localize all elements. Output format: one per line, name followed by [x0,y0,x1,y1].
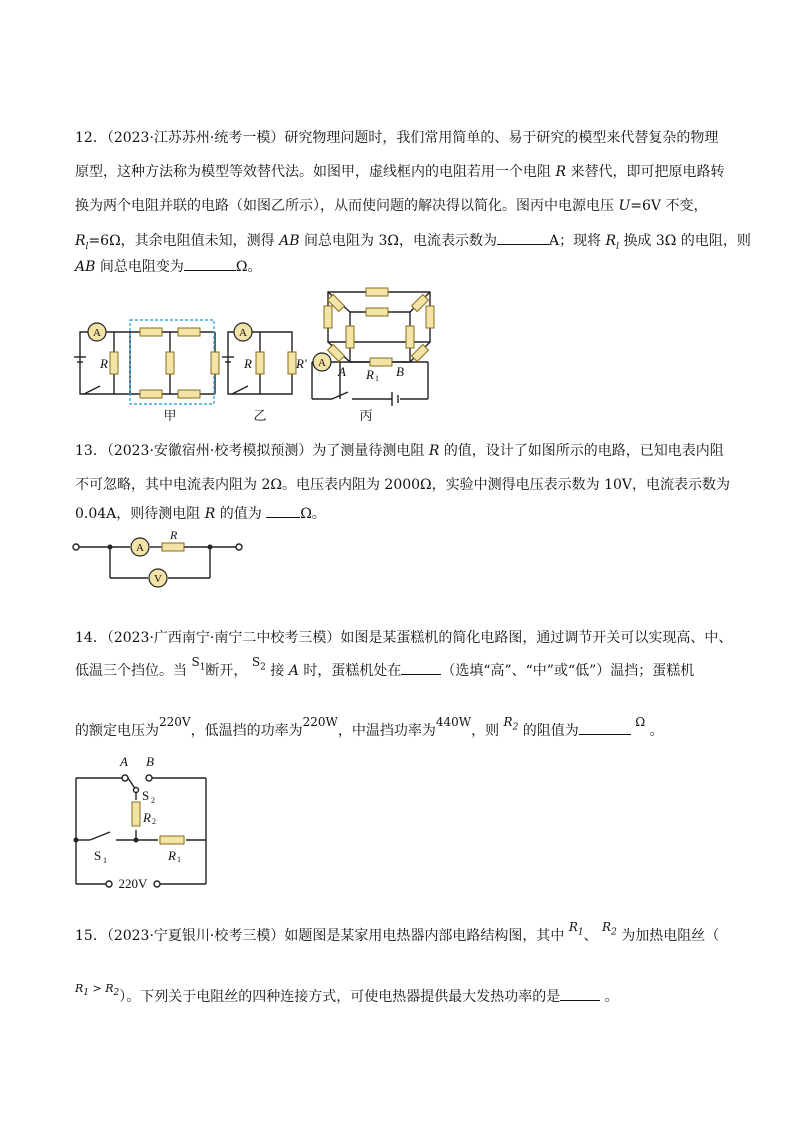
q14-text-3e: 的阻值为 [522,723,579,739]
q12-text-3b: =6V 不变， [630,198,708,214]
q13-line-2 [75,475,730,495]
q13-source: （2023·安徽宿州·校考模拟预测） [106,443,313,459]
q14-text-2c: 接 [270,663,285,679]
q14-answer-blank-1[interactable] [401,660,441,675]
q12-label-R1: R [366,367,374,382]
q12-text-3: 换为两个电阻并联的电路（如图乙所示），从而使问题的解决得以简化。图丙中电源电压 [75,198,614,214]
q13-line-1 [75,441,724,461]
q15-var-R1-b-sub: 1 [83,988,90,999]
q14-var-S1-sub: 1 [199,662,206,673]
q12-source: （2023·江苏苏州·统考一模） [106,130,285,146]
q12-label-A: A [338,364,346,379]
q12-var-R: R [555,164,566,180]
q12-text-4d: 换成 3Ω 的电阻，则 [623,233,751,249]
q12-var-AB-2: AB [75,259,96,275]
q12-var-U: U [618,198,631,214]
q15-answer-blank[interactable] [560,986,600,1001]
q15-source: （2023·宁夏银川·校考三模） [106,928,285,944]
q13-line-3 [75,503,326,524]
q15-var-R1: R [568,920,578,934]
q14-text-2a: 低温三个挡位。当 [75,663,187,679]
q14-var-A: A [288,663,299,679]
q14-value-220W: 220W [302,715,338,729]
q15-var-R1-sub: 1 [577,927,584,938]
q12-caption-jia: 甲 [163,408,177,423]
q12-ammeter-yi-label: A [239,327,247,339]
q15-var-R2: R [602,920,612,934]
q14-label-220V: 220V [118,876,148,890]
q12-var-R1b: R [605,233,617,249]
q13-text-3a: 0.04A，则待测电阻 [75,506,201,522]
q13-answer-blank[interactable] [266,503,300,518]
q14-answer-blank-2[interactable] [579,720,631,735]
q12-answer-blank-1[interactable] [497,230,549,245]
q12-label-B: B [396,364,404,379]
q13-voltmeter-label: V [154,573,162,585]
q13-text-1: 为了测量待测电阻 [312,443,425,459]
q12-number: 12． [75,130,107,146]
q14-number: 14． [75,630,107,646]
q12-ammeter-jia-label: A [93,327,101,339]
q15-number: 15． [75,928,107,944]
q12-label-R-jia: R [100,356,108,371]
q15-gt: > [89,982,106,995]
q12-line-1 [75,128,718,148]
q14-text-2b: 断开， [205,663,248,679]
q14-text-3b: ，低温挡的功率为 [190,723,303,739]
q12-caption-yi: 乙 [253,408,267,423]
q14-var-R2-sub: 2 [512,722,519,733]
q15-text-1b: 为加热电阻丝（ [621,928,720,944]
q13-text-1b: 的值，设计了如图所示的电路，已知电表内阻 [443,443,724,459]
q13-ammeter-label: A [136,542,144,554]
q14-unit-ohm: Ω [635,715,646,729]
q14-label-S1: S [94,848,102,863]
q12-text-5b: Ω。 [235,259,262,275]
q12-text-1: 研究物理问题时，我们常用简单的、易于研究的模型来代替复杂的物理 [284,130,719,146]
q15-line-2 [75,982,619,1012]
q12-text-4a: =6Ω，其余电阻值未知，测得 [88,233,275,249]
q13-number: 13． [75,443,107,459]
q12-text-4c: A；现将 [548,233,602,249]
q14-text-3a: 的额定电压为 [75,723,159,739]
q14-label-A: A [120,754,128,769]
q15-var-R2-b-sub: 2 [113,988,120,999]
q14-line-1 [75,628,732,648]
q14-circuit-figure [66,750,216,890]
q14-label-S2-sub: 2 [151,796,155,805]
q15-var-R2-b: R [105,982,114,995]
q14-label-R2: R [143,810,151,825]
q12-line-2 [75,162,724,182]
q15-text-2b: 。 [604,989,619,1005]
q12-line-4 [75,230,751,257]
q12-var-R1-sub: l [85,241,89,252]
q12-label-R-yi: R [244,356,252,371]
q15-sep: 、 [583,928,598,944]
q12-caption-bing: 丙 [359,408,373,423]
q13-label-R: R [170,530,178,542]
q13-var-R-2: R [204,506,216,522]
q12-line-3 [75,196,707,216]
q15-text-1: 如题图是某家用电热器内部电路结构图，其中 [284,928,565,944]
q14-var-S1: S [191,655,200,669]
q14-value-220V: 220V [159,715,191,729]
q14-line-2 [75,655,695,686]
q15-var-R2-sub: 2 [611,927,617,938]
q14-value-440W: 440W [435,715,472,729]
q12-label-Rp: R′ [296,356,307,371]
q13-text-2: 不可忽略，其中电流表内阻为 2Ω。电压表内阻为 2000Ω，实验中测得电压表示数为 10V，电流表示数为 [75,477,731,493]
q14-source: （2023·广西南宁·南宁二中校考三模） [106,630,341,646]
q12-label-R1-sub: 1 [375,374,379,383]
q13-var-R: R [428,443,440,459]
q14-label-S1-sub: 1 [103,856,107,865]
q12-var-R1b-sub: l [616,241,619,252]
q15-text-2a: ）。下列关于电阻丝的四种连接方式，可使电热器提供最大发热功率的是 [119,989,561,1005]
q12-ammeter-bing-label: A [318,357,326,369]
q14-text-3d: ，则 [471,723,500,739]
q12-text-2b: 来替代，即可把原电路转 [570,164,725,180]
q14-text-1: 如图是某蛋糕机的简化电路图，通过调节开关可以实现高、中、 [340,630,733,646]
q14-line-3 [75,715,664,746]
q14-text-2d: 时，蛋糕机处在 [303,663,402,679]
q15-line-1 [75,920,720,951]
q13-text-3c: Ω。 [300,506,326,522]
q12-line-5 [75,256,261,277]
q14-label-S2: S [142,788,150,803]
q14-label-R2-sub: 2 [152,817,156,826]
q14-text-2e: （选填“高”、“中”或“低”）温挡；蛋糕机 [441,663,695,679]
q12-var-R1: R [75,233,86,249]
q14-text-3c: ，中温挡功率为 [337,723,436,739]
q12-text-4b: 间总电阻为 3Ω，电流表示数为 [304,233,497,249]
q14-var-S2-sub: 2 [260,662,266,673]
q14-text-3g: 。 [649,723,664,739]
q14-label-R1-sub: 1 [177,855,181,864]
q12-text-5a: 间总电阻变为 [99,259,184,275]
q14-var-S2: S [251,655,261,669]
q13-circuit-figure [70,530,255,590]
q12-var-AB: AB [279,233,300,249]
q15-var-R1-b: R [75,982,84,995]
q14-label-R1: R [168,848,176,863]
q13-text-3b: 的值为 [219,506,262,522]
q14-label-B: B [146,754,154,769]
q12-circuit-figure [70,282,440,426]
q12-answer-blank-2[interactable] [184,256,236,271]
q14-var-R2: R [503,715,513,729]
q12-text-2: 原型，这种方法称为模型等效替代法。如图甲，虚线框内的电阻若用一个电阻 [75,164,551,180]
